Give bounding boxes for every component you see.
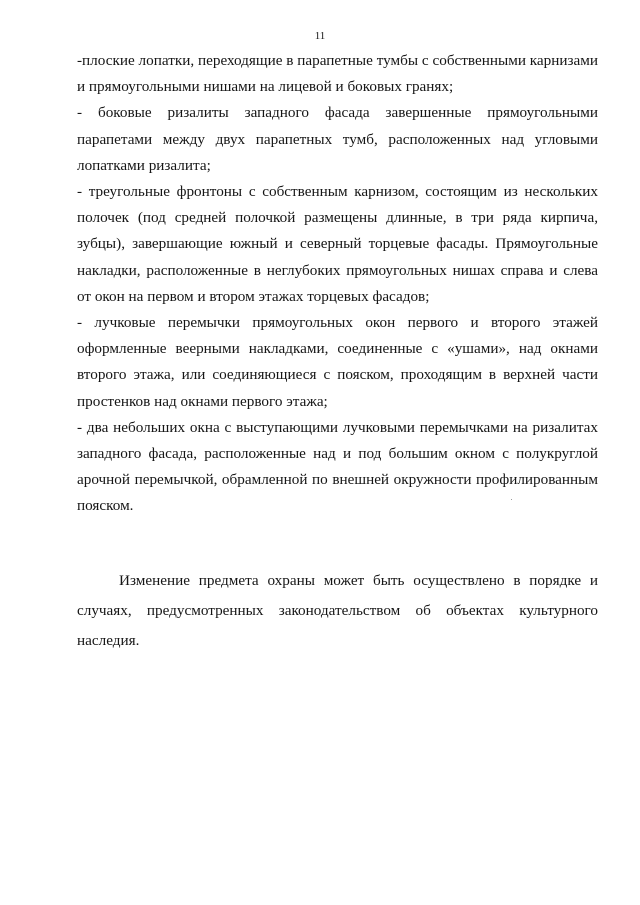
list-item-pilasters: -плоские лопатки, переходящие в парапетные тумбы с собственными карнизами и прямоугольными нишами на лицевой и боковых гранях; <box>77 52 598 96</box>
list-item-triangular-pediments: - треугольные фронтоны с собственным карнизом, состоящим из нескольких полочек (под средней полочкой размещены длинные, в три ряда кирпича, зубцы), завершающие южный и северный торцевые фасады. Прямоугольные накладки, расположенные в неглубоких прямоугольных нишах справа и слева от окон на первом и втором этажах торцевых фасадов; <box>77 183 598 305</box>
list-item-segmental-lintels: - лучковые перемычки прямоугольных окон первого и второго этажей оформленные веерными накладками, соединенные с «ушами», над окнами второго этажа, или соединяющиеся с пояском, проходящим в верхней части простенков над окнами первого этажа; <box>77 314 598 410</box>
list-item-side-projections: - боковые ризалиты западного фасада завершенные прямоугольными парапетами между двух парапетных тумб, расположенных над угловыми лопатками ризалита; <box>77 104 598 174</box>
page-number: 11 <box>314 30 326 42</box>
scan-speck <box>511 499 512 500</box>
page-body <box>77 48 598 656</box>
closing-paragraph: Изменение предмета охраны может быть осуществлено в порядке и случаях, предусмотренных законодательством об объектах культурного наследия. <box>77 571 598 649</box>
list-item-small-windows: - два небольших окна с выступающими лучковыми перемычками на ризалитах западного фасада, расположенные над и под большим окном с полукруглой арочной перемычкой, обрамленной по внешней окружности профилированным пояском. <box>77 418 598 515</box>
